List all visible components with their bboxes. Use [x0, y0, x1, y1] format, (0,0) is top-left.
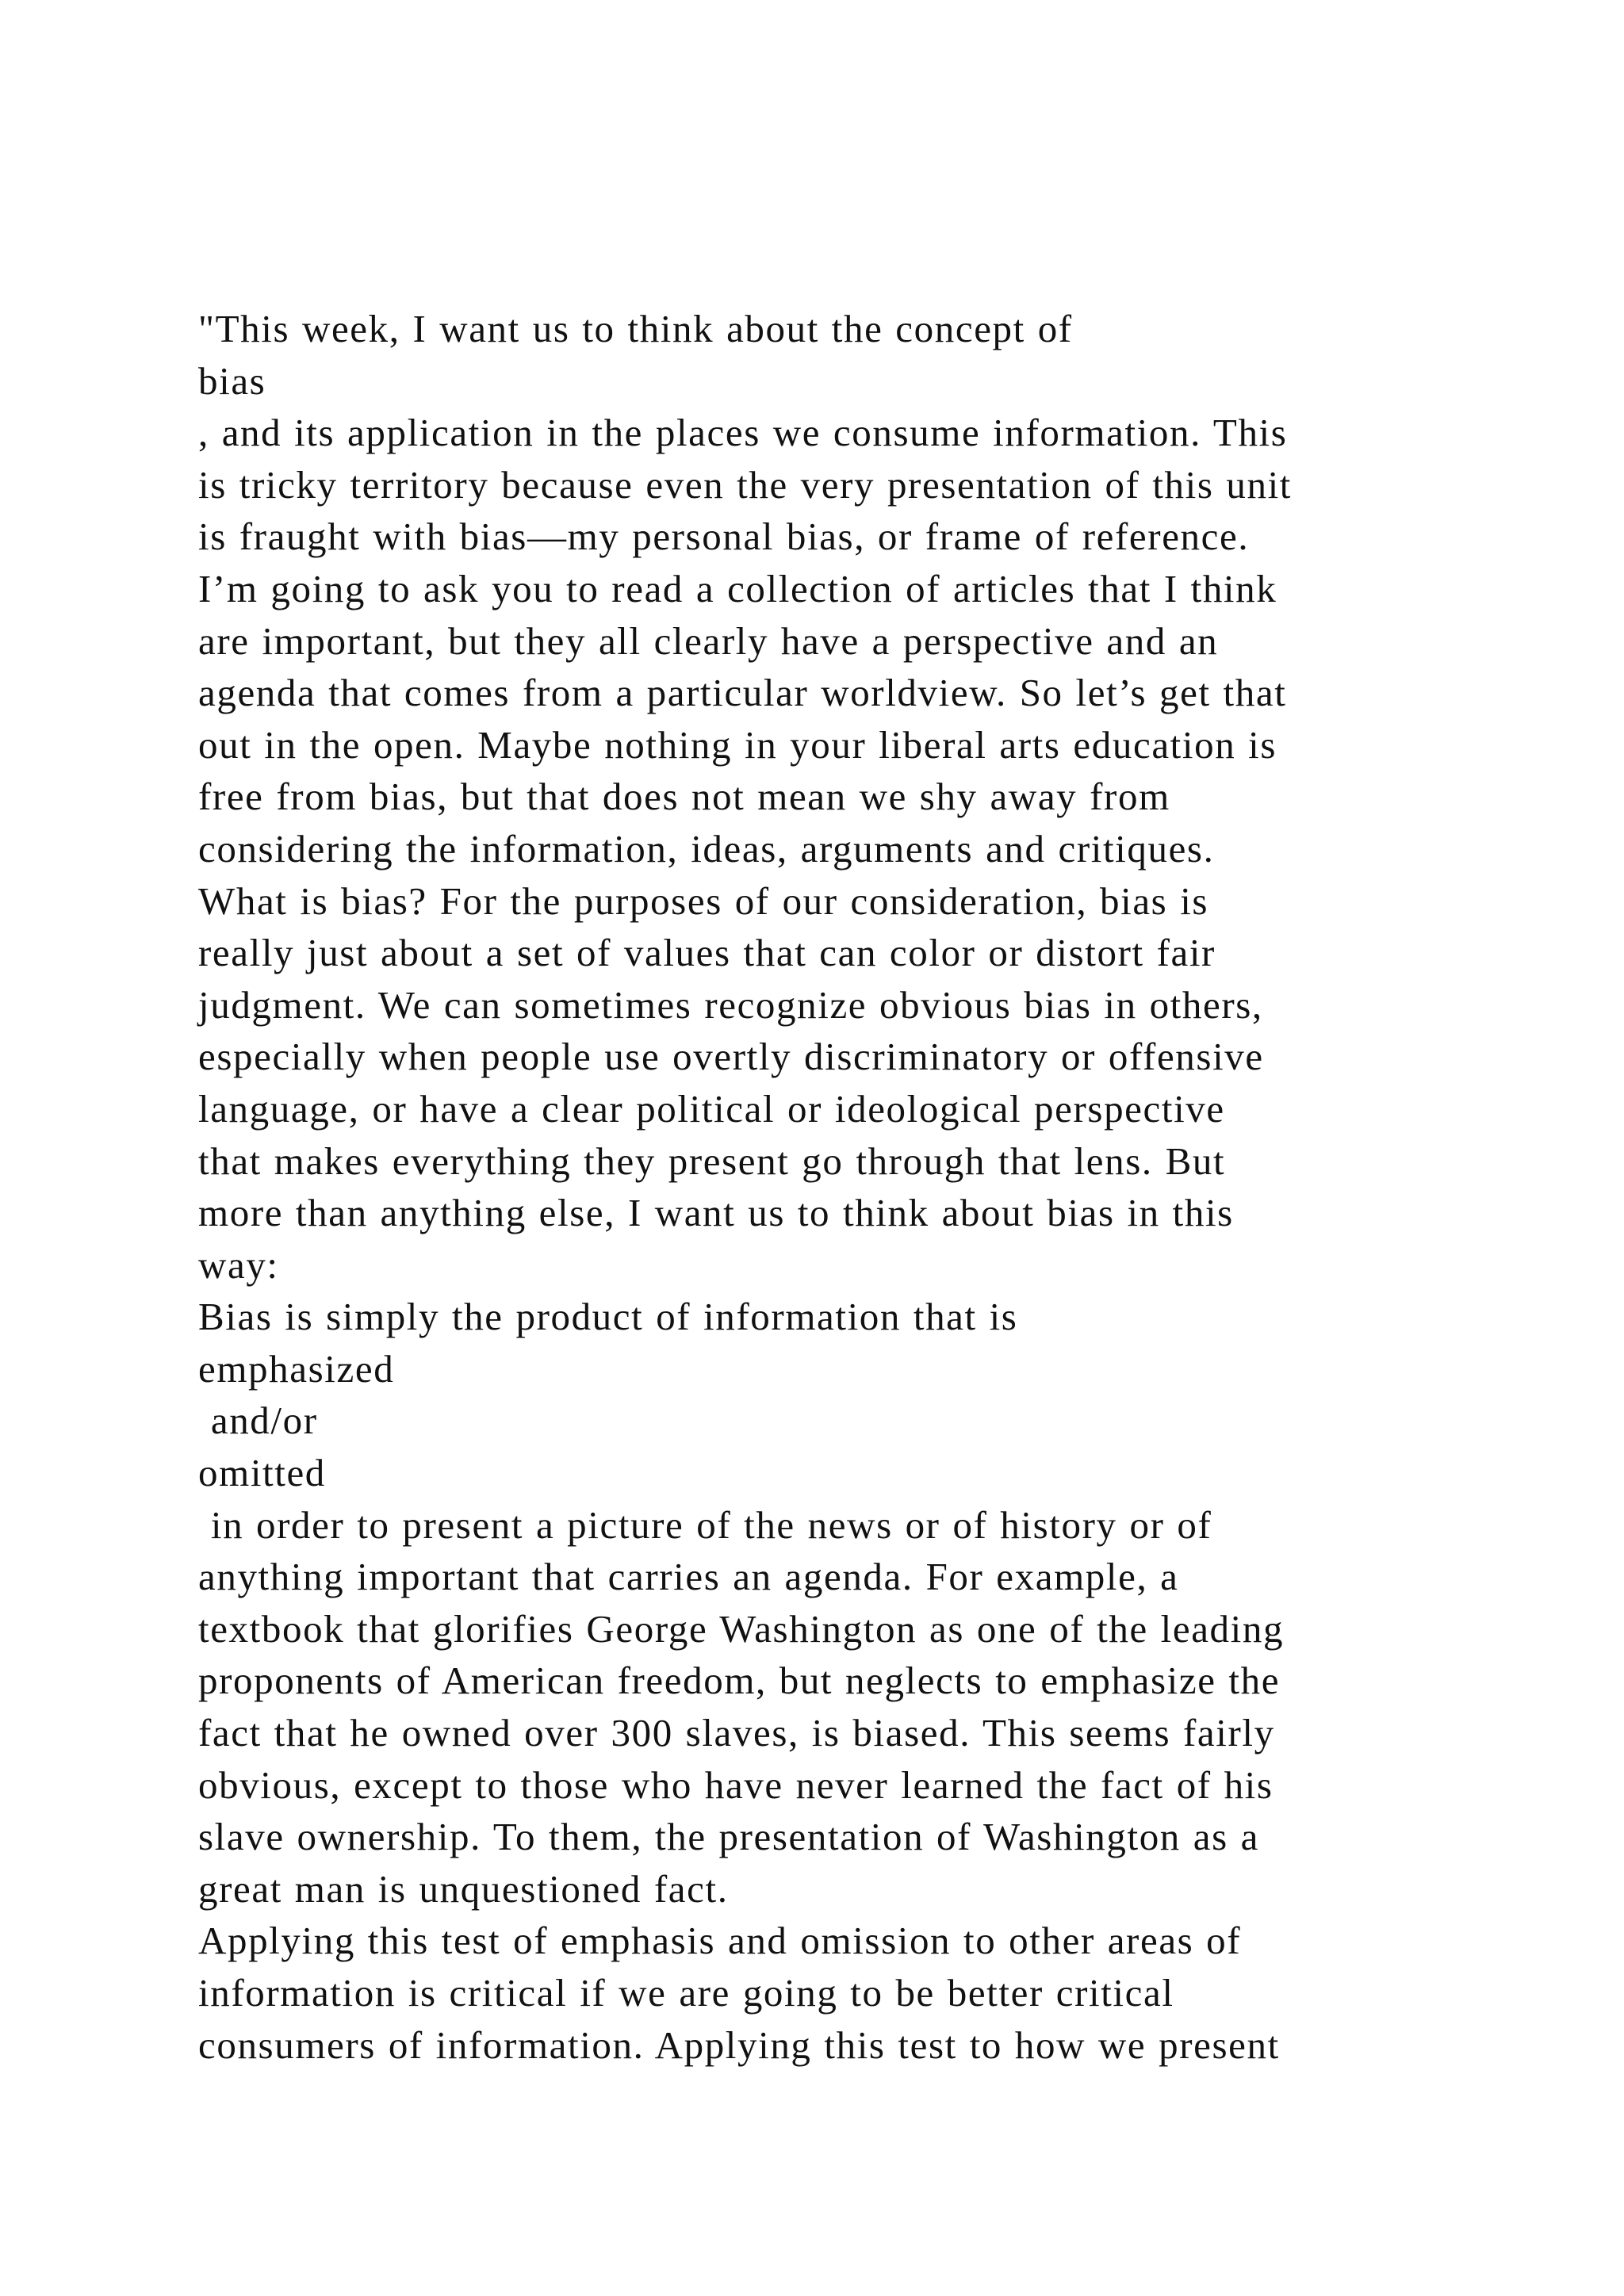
text-line: omitted	[198, 1451, 326, 1495]
body-text	[198, 303, 1546, 2071]
text-line: proponents of American freedom, but neglects to emphasize the	[198, 1659, 1281, 1703]
text-line: anything important that carries an agenda. For example, a	[198, 1555, 1179, 1599]
text-line: free from bias, but that does not mean we shy away from	[198, 775, 1170, 819]
text-line: really just about a set of values that can color or distort fair	[198, 931, 1216, 975]
text-line: Bias is simply the product of information that is	[198, 1295, 1018, 1339]
text-line: that makes everything they present go through that lens. But	[198, 1138, 1226, 1183]
text-line: are important, but they all clearly have a perspective and an	[198, 618, 1219, 663]
text-line: is fraught with bias—my personal bias, or frame of reference.	[198, 515, 1250, 559]
text-line: consumers of information. Applying this test to how we present	[198, 2022, 1280, 2067]
text-line: agenda that comes from a particular worldview. So let’s get that	[198, 671, 1287, 715]
text-line: information is critical if we are going to be better critical	[198, 1971, 1174, 2015]
text-line: slave ownership. To them, the presentation of Washington as a	[198, 1815, 1259, 1859]
text-line: more than anything else, I want us to think about bias in this	[198, 1191, 1234, 1235]
text-line: judgment. We can sometimes recognize obvious bias in others,	[198, 982, 1263, 1027]
text-line: great man is unquestioned fact.	[198, 1866, 729, 1911]
text-line: Applying this test of emphasis and omission to other areas of	[198, 1919, 1242, 1963]
text-line: What is bias? For the purposes of our consideration, bias is	[198, 878, 1209, 923]
text-line: textbook that glorifies George Washington as one of the leading	[198, 1606, 1285, 1651]
text-line: out in the open. Maybe nothing in your liberal arts education is	[198, 722, 1277, 767]
text-line: bias	[198, 358, 266, 403]
text-line: is tricky territory because even the very presentation of this unit	[198, 462, 1293, 507]
text-line: way:	[198, 1242, 279, 1287]
text-line: language, or have a clear political or ideological perspective	[198, 1086, 1225, 1131]
text-line: emphasized	[198, 1346, 395, 1391]
text-line: fact that he owned over 300 slaves, is biased. This seems fairly	[198, 1711, 1275, 1755]
text-line: I’m going to ask you to read a collection of articles that I think	[198, 566, 1277, 610]
text-line: considering the information, ideas, arguments and critiques.	[198, 826, 1215, 871]
text-line: , and its application in the places we consume information. This	[198, 411, 1288, 455]
text-line: "This week, I want us to think about the concept of	[198, 307, 1073, 350]
text-line: especially when people use overtly discriminatory or offensive	[198, 1035, 1264, 1079]
text-line: and/or	[198, 1399, 318, 1443]
text-line: in order to present a picture of the news or of history or of	[198, 1502, 1212, 1547]
text-line: obvious, except to those who have never learned the fact of his	[198, 1762, 1274, 1807]
